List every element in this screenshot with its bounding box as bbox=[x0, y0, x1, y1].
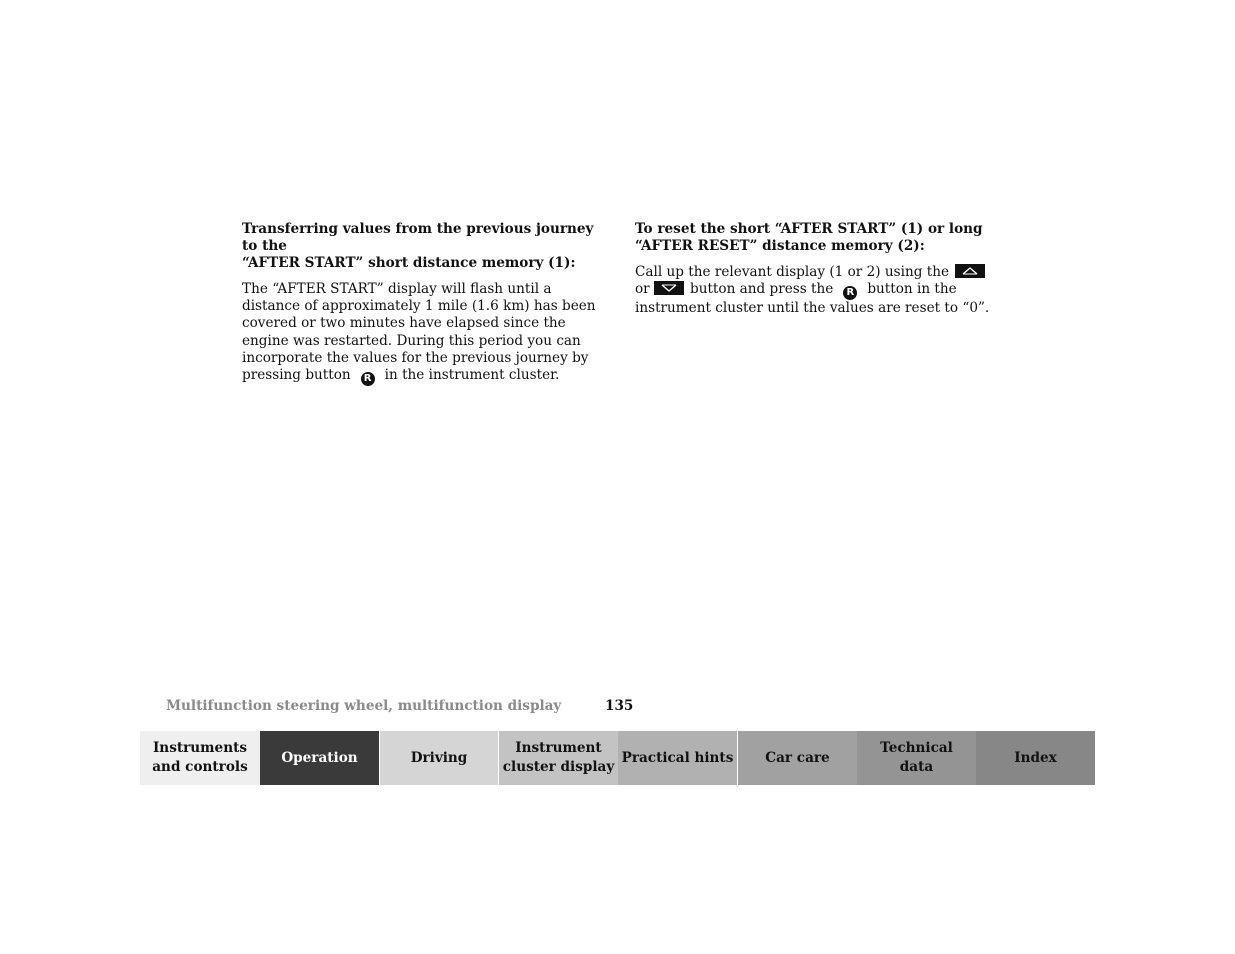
section-title: Multifunction steering wheel, multifunction display bbox=[166, 698, 562, 714]
right-body-or: or bbox=[635, 281, 650, 298]
tab-label-line1: Index bbox=[1014, 749, 1057, 766]
tab-index[interactable] bbox=[976, 731, 1095, 785]
right-heading bbox=[635, 221, 991, 255]
tab-label-line1: Instruments bbox=[152, 740, 248, 756]
right-body bbox=[635, 264, 991, 317]
tab-label-line1: Operation bbox=[281, 749, 358, 766]
right-body-part1: Call up the relevant display (1 or 2) using the bbox=[635, 264, 949, 280]
right-body-part2: button and press the bbox=[690, 281, 834, 298]
left-body-part2: in the instrument cluster. bbox=[384, 367, 560, 384]
right-heading-line2: “AFTER RESET” distance memory (2): bbox=[635, 238, 925, 254]
section-nav bbox=[140, 731, 1095, 785]
tab-label-line2: data bbox=[899, 759, 934, 775]
tab-technical-data[interactable] bbox=[857, 731, 976, 785]
left-heading bbox=[242, 221, 604, 272]
r-button-icon: R bbox=[361, 372, 375, 386]
arrow-down-icon bbox=[654, 281, 684, 295]
left-heading-line1: Transferring values from the previous journey to the bbox=[242, 221, 594, 254]
page-number: 135 bbox=[605, 698, 634, 714]
tab-label-line1: Driving bbox=[410, 749, 468, 766]
tab-driving[interactable] bbox=[379, 731, 498, 785]
arrow-up-icon bbox=[955, 264, 985, 278]
left-section bbox=[242, 221, 604, 386]
tab-instruments-and-controls[interactable] bbox=[140, 731, 260, 785]
tab-label-line1: Technical bbox=[880, 740, 953, 756]
tab-instrument-cluster-display[interactable] bbox=[498, 731, 618, 785]
left-heading-line2: “AFTER START” short distance memory (1): bbox=[242, 255, 576, 271]
right-body-part3: button in the instrument cluster until the values are reset to “0”. bbox=[635, 281, 990, 317]
right-section bbox=[635, 221, 991, 317]
tab-label-line1: Practical hints bbox=[621, 749, 734, 766]
tab-label-line1: Instrument bbox=[515, 740, 602, 756]
tab-label-line2: cluster display bbox=[502, 759, 615, 775]
left-body-part1: The “AFTER START” display will flash until a distance of approximately 1 mile (1.6 km) has been covered or two minutes have elapsed since the engine was restarted. During this period you can incorporate the values for the previous journey by pressing button bbox=[242, 281, 596, 384]
tab-car-care[interactable] bbox=[737, 731, 857, 785]
tab-label-line1: Car care bbox=[765, 749, 830, 766]
right-heading-line1: To reset the short “AFTER START” (1) or long bbox=[635, 221, 983, 237]
tab-label-line2: and controls bbox=[152, 759, 248, 775]
r-button-icon: R bbox=[843, 286, 857, 300]
left-body bbox=[242, 281, 604, 386]
tab-practical-hints[interactable] bbox=[618, 731, 737, 785]
tab-operation[interactable] bbox=[260, 731, 379, 785]
